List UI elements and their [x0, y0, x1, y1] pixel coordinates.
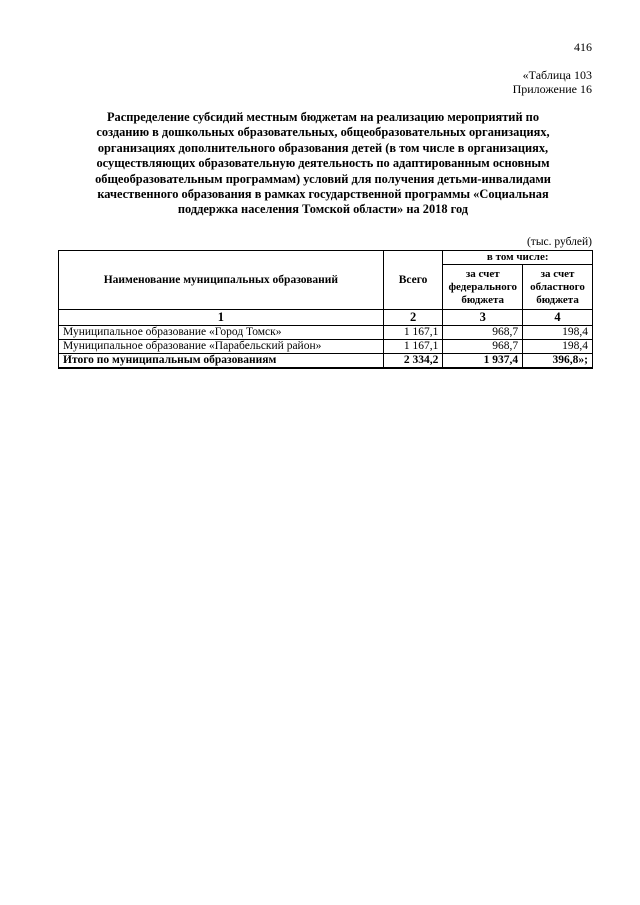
row-total: 1 167,1 — [383, 326, 443, 340]
header-federal — [443, 265, 523, 310]
header-including: в том числе: — [443, 251, 593, 265]
title-line-5: общеобразовательным программам) условий для получения детьми-инвалидами — [95, 171, 551, 186]
header-federal-line-1: за счет — [465, 267, 500, 280]
row-name: Муниципальное образование «Парабельский район» — [59, 340, 384, 354]
header-federal-line-2: федерального — [448, 280, 517, 293]
total-sum: 2 334,2 — [383, 354, 443, 369]
title-line-7: поддержка населения Томской области» на 2018 год — [177, 202, 469, 217]
table-ref-line-2: Приложение 16 — [512, 82, 592, 96]
table-total-row — [59, 354, 593, 369]
total-regional: 396,8»; — [523, 354, 593, 369]
row-total: 1 167,1 — [383, 340, 443, 354]
title-line-2: созданию в дошкольных образовательных, общеобразовательных организациях, — [96, 125, 550, 140]
header-federal-line-3: бюджета — [461, 293, 505, 306]
column-number: 4 — [523, 310, 593, 326]
table-reference — [513, 68, 592, 96]
title-line-6: качественного образования в рамках государственной программы «Социальная — [97, 187, 549, 202]
column-number: 1 — [59, 310, 384, 326]
total-name: Итого по муниципальным образованиям — [59, 354, 384, 369]
page-number: 416 — [574, 40, 592, 54]
header-regional-line-1: за счет — [540, 267, 575, 280]
row-federal: 968,7 — [443, 326, 523, 340]
column-number: 2 — [383, 310, 443, 326]
document-title — [58, 110, 588, 218]
row-federal: 968,7 — [443, 340, 523, 354]
column-number: 3 — [443, 310, 523, 326]
row-regional: 198,4 — [523, 340, 593, 354]
header-total: Всего — [383, 251, 443, 310]
table-header-row — [59, 251, 593, 265]
header-regional-line-2: областного — [530, 280, 585, 293]
column-number-row — [59, 310, 593, 326]
table-row — [59, 340, 593, 354]
table-ref-line-1: «Таблица 103 — [522, 68, 592, 82]
table-row — [59, 326, 593, 340]
row-name: Муниципальное образование «Город Томск» — [59, 326, 384, 340]
subsidy-table — [58, 250, 593, 369]
header-regional — [523, 265, 593, 310]
row-regional: 198,4 — [523, 326, 593, 340]
units-label: (тыс. рублей) — [526, 236, 592, 248]
title-line-3: организациях дополнительного образования детей (в том числе в организациях, — [97, 140, 549, 155]
title-line-4: осуществляющих образовательную деятельность по адаптированным основным — [96, 156, 550, 171]
title-line-1: Распределение субсидий местным бюджетам на реализацию мероприятий по — [106, 110, 540, 124]
header-regional-line-3: бюджета — [536, 293, 579, 306]
total-federal: 1 937,4 — [443, 354, 523, 369]
header-name: Наименование муниципальных образований — [59, 251, 384, 310]
